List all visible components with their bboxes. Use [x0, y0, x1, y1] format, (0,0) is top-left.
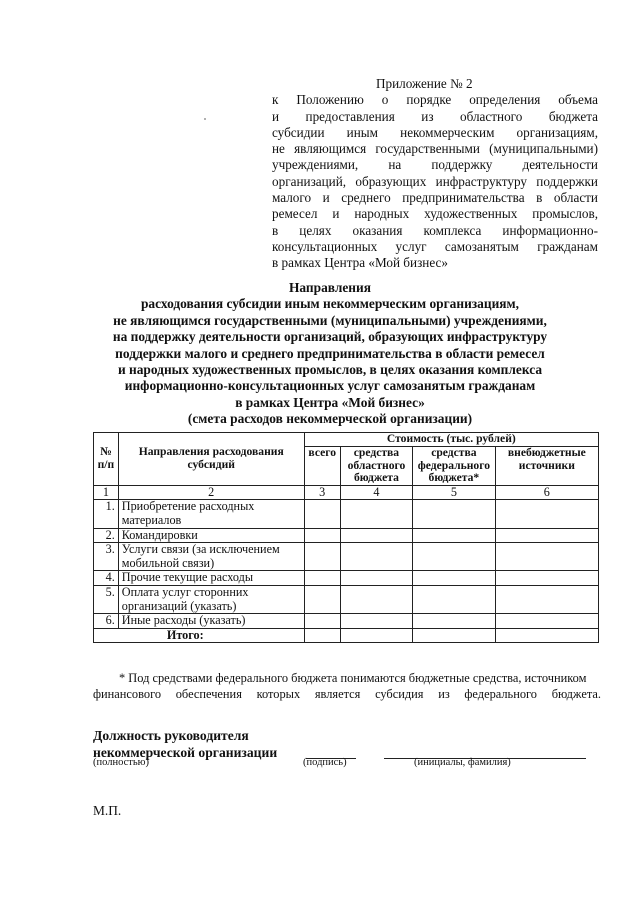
cell-total [304, 628, 340, 643]
appendix-line: консультационных услуг самозанятым гражданам [272, 238, 598, 254]
cell-regional [340, 614, 412, 629]
header-regional: средства областного бюджета [340, 447, 412, 486]
appendix-line: учреждениями, на поддержку деятельности [272, 157, 598, 173]
table-row [94, 528, 599, 543]
appendix-line: не являющимся государственными (муниципальными) [272, 141, 598, 157]
footnote-line: финансового обеспечения которых является субсидия из федерального бюджета. [93, 687, 601, 701]
cell-total [304, 585, 340, 613]
heading-line: не являющимся государственными (муниципальными) учреждениями, [113, 312, 547, 328]
cell-offbudget [495, 528, 598, 543]
row-number: 3. [94, 543, 119, 571]
appendix-block [272, 76, 598, 272]
cell-offbudget [495, 543, 598, 571]
appendix-line: субсидии иным некоммерческим организациям, [272, 124, 598, 140]
heading-line: поддержки малого и среднего предпринимательства в области ремесел [115, 345, 545, 361]
row-name: Приобретение расходных материалов [118, 500, 304, 528]
stamp-place: М.П. [93, 803, 122, 818]
heading-line: и народных художественных промыслов, в целях оказания комплекса [117, 362, 543, 378]
appendix-line: малого и среднего предпринимательства в области [272, 190, 598, 206]
table-row [94, 585, 599, 613]
table-row [94, 614, 599, 629]
table-row [94, 500, 599, 528]
appendix-line: и предоставления из областного бюджета [272, 108, 598, 124]
heading-line: информационно-консультационных услуг самозанятым гражданам [124, 378, 536, 394]
table-index-row [94, 485, 599, 500]
index-cell: 5 [413, 485, 496, 500]
cell-federal [413, 585, 496, 613]
expense-estimate-table [93, 432, 599, 643]
index-cell: 6 [495, 485, 598, 500]
footnote-line: * Под средствами федерального бюджета понимаются бюджетные средства, источником [119, 671, 587, 685]
header-offbudget: внебюджетные источники [495, 447, 598, 486]
appendix-line: в целях оказания комплекса информационно- [272, 222, 598, 238]
heading-line: расходования субсидии иным некоммерческим организациям, [140, 296, 520, 312]
cell-total [304, 614, 340, 629]
appendix-line: ремесел и народных художественных промыслов, [272, 206, 598, 222]
heading-line: в рамках Центра «Мой бизнес» [235, 394, 425, 410]
appendix-line: организаций, образующих инфраструктуру поддержки [272, 173, 598, 189]
cell-regional [340, 528, 412, 543]
cell-offbudget [495, 571, 598, 586]
appendix-line: к Положению о порядке определения объема [272, 92, 598, 108]
heading-line: Направления [289, 280, 371, 295]
cell-total [304, 543, 340, 571]
row-number: 5. [94, 585, 119, 613]
row-name: Прочие текущие расходы [118, 571, 304, 586]
heading-line: на поддержку деятельности организаций, образующих инфраструктуру [112, 329, 548, 345]
cell-offbudget [495, 628, 598, 643]
scan-speck [204, 118, 206, 120]
caption-initials: (инициалы, фамилия) [414, 757, 511, 768]
cell-federal [413, 543, 496, 571]
cell-total [304, 500, 340, 528]
cell-federal [413, 614, 496, 629]
row-name: Иные расходы (указать) [118, 614, 304, 629]
header-total: всего [304, 447, 340, 486]
row-name: Услуги связи (за исключением мобильной связи) [118, 543, 304, 571]
appendix-line: в рамках Центра «Мой бизнес» [272, 255, 448, 271]
index-cell: 3 [304, 485, 340, 500]
appendix-title: Приложение № 2 [376, 76, 473, 91]
cell-total [304, 571, 340, 586]
cell-federal [413, 500, 496, 528]
cell-regional [340, 585, 412, 613]
cell-federal [413, 571, 496, 586]
cell-offbudget [495, 585, 598, 613]
row-number: 1. [94, 500, 119, 528]
total-label: Итого: [94, 628, 305, 643]
cell-federal [413, 528, 496, 543]
cell-regional [340, 543, 412, 571]
row-number: 2. [94, 528, 119, 543]
index-cell: 1 [94, 485, 119, 500]
row-number: 4. [94, 571, 119, 586]
heading-line: (смета расходов некоммерческой организации) [187, 411, 473, 427]
footnote [93, 670, 601, 702]
cell-total [304, 528, 340, 543]
row-name: Оплата услуг сторонних организаций (указать) [118, 585, 304, 613]
row-number: 6. [94, 614, 119, 629]
table-row [94, 571, 599, 586]
table-total-row [94, 628, 599, 643]
cell-regional [340, 571, 412, 586]
signature-title-line: Должность руководителя [93, 728, 249, 743]
cell-regional [340, 500, 412, 528]
header-cost: Стоимость (тыс. рублей) [304, 433, 598, 447]
table-header-row [94, 433, 599, 447]
row-name: Командировки [118, 528, 304, 543]
cell-offbudget [495, 500, 598, 528]
header-federal: средства федерального бюджета* [413, 447, 496, 486]
document-heading [60, 280, 600, 428]
table-row [94, 543, 599, 571]
header-number: № п/п [94, 433, 119, 486]
index-cell: 2 [118, 485, 304, 500]
header-direction: Направления расходования субсидий [118, 433, 304, 486]
cell-offbudget [495, 614, 598, 629]
index-cell: 4 [340, 485, 412, 500]
caption-signature: (подпись) [303, 757, 347, 768]
signature-title-line: некоммерческой организации [93, 744, 278, 760]
cell-federal [413, 628, 496, 643]
caption-full: (полностью) [93, 757, 149, 768]
cell-regional [340, 628, 412, 643]
